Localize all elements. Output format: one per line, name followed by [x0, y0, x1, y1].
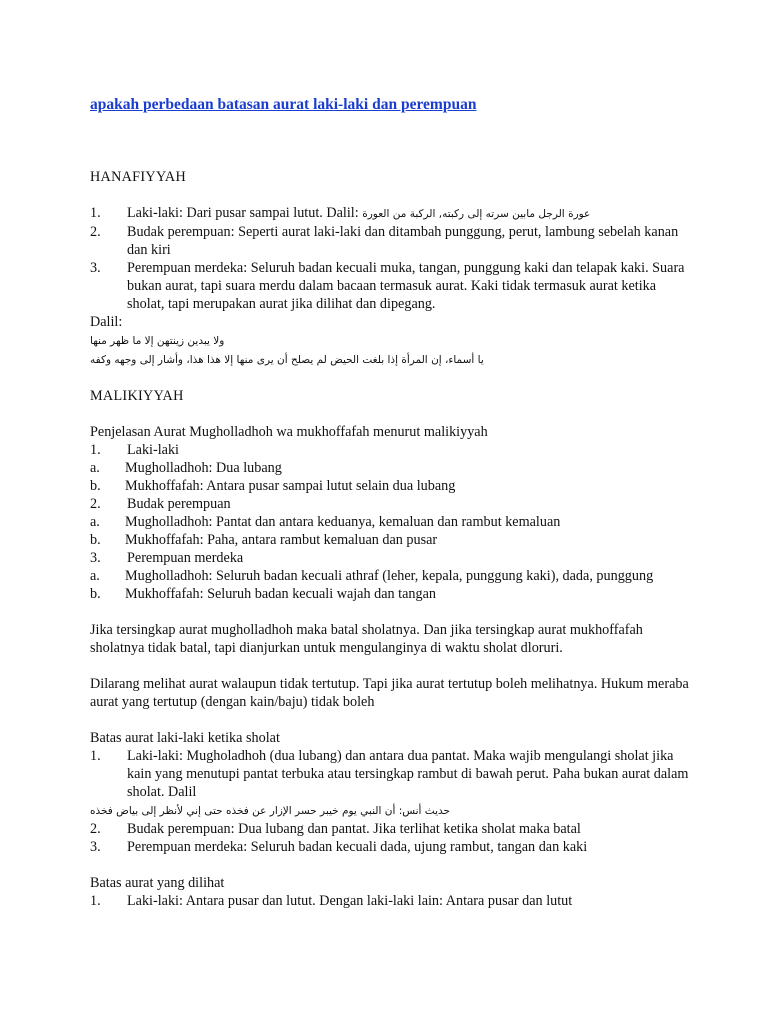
- dilihat-item-1: 1. Laki-laki: Antara pusar dan lutut. Dengan laki-laki lain: Antara pusar dan lutut: [90, 893, 573, 909]
- malikiyyah-paragraph-1: Jika tersingkap aurat mugholladhoh maka batal sholatnya. Dan jika tersingkap aurat mukhoffafah sholatnya tidak batal, tapi dianjurkan untuk mengulanginya di waktu sholat dloruri.: [90, 622, 643, 656]
- malikiyyah-group-1: 1. Laki-laki: [90, 442, 179, 458]
- malikiyyah-intro: Penjelasan Aurat Mugholladhoh wa mukhoffafah menurut malikiyyah: [90, 424, 488, 440]
- sholat-item-3: 3. Perempuan merdeka: Seluruh badan kecuali dada, ujung rambut, tangan dan kaki: [90, 839, 588, 855]
- malikiyyah-sub-1a: a. Mugholladhoh: Dua lubang: [90, 460, 282, 476]
- section-heading-hanafiyyah: HANAFIYYAH: [90, 169, 187, 185]
- arabic-hadith: يا أسماء، إن المرأة إذا بلغت الحيض لم يصلح أن يرى منها إلا هذا هذا، وأشار إلى وجهه وكفه: [90, 354, 484, 366]
- section-heading-dilihat: Batas aurat yang dilihat: [90, 875, 225, 891]
- page-title-link[interactable]: apakah perbedaan batasan aurat laki-laki dan perempuan: [90, 96, 477, 113]
- malikiyyah-group-2: 2. Budak perempuan: [90, 496, 231, 512]
- malikiyyah-sub-3a: a. Mugholladhoh: Seluruh badan kecuali athraf (leher, kepala, punggung kaki), dada, punggung: [90, 568, 654, 584]
- hanafiyyah-item-3: 3. Perempuan merdeka: Seluruh badan kecuali muka, tangan, punggung kaki dan telapak kaki. Suara bukan aurat, tapi suara merdu dalam bacaan termasuk aurat. Kaki tidak termasuk aurat ketika sholat, tapi merupakan aurat jika dilihat dan dipegang.: [90, 260, 685, 312]
- malikiyyah-sub-3b: b. Mukhoffafah: Seluruh badan kecuali wajah dan tangan: [90, 586, 436, 602]
- arabic-hadith-anas: حديث أنس: أن النبي يوم خيبر حسر الإزار عن فخذه حتى إني لأنظر إلى بياض فخذه: [90, 805, 451, 817]
- section-heading-malikiyyah: MALIKIYYAH: [90, 388, 184, 404]
- sholat-item-2: 2. Budak perempuan: Dua lubang dan pantat. Jika terlihat ketika sholat maka batal: [90, 821, 581, 837]
- malikiyyah-sub-2b: b. Mukhoffafah: Paha, antara rambut kemaluan dan pusar: [90, 532, 438, 548]
- sholat-item-1: 1. Laki-laki: Mugholadhoh (dua lubang) dan antara dua pantat. Maka wajib mengulangi sholat jika kain yang menutupi pantat terbuka atau tersingkap rambut di bawah perut. Paha bukan aurat dalam sholat. Dalil: [90, 748, 689, 800]
- malikiyyah-group-3: 3. Perempuan merdeka: [90, 550, 244, 566]
- arabic-dalil-1: عورة الرجل مابين سرته إلى ركبته, الركبة من العورة: [362, 208, 591, 220]
- document-body: [90, 168, 690, 910]
- malikiyyah-paragraph-2: Dilarang melihat aurat walaupun tidak tertutup. Tapi jika aurat tertutup boleh melihatnya. Hukum meraba aurat yang tertutup (dengan kain/baju) tidak boleh: [90, 676, 689, 710]
- hanafiyyah-item-2: 2. Budak perempuan: Seperti aurat laki-laki dan ditambah punggung, perut, lambung sebelah kanan dan kiri: [90, 224, 679, 258]
- dalil-label: Dalil:: [90, 314, 123, 330]
- hanafiyyah-item-1: 1. Laki-laki: Dari pusar sampai lutut. Dalil: عورة الرجل مابين سرته إلى ركبته, الركبة من العورة: [90, 205, 591, 221]
- malikiyyah-sub-1b: b. Mukhoffafah: Antara pusar sampai lutut selain dua lubang: [90, 478, 456, 494]
- section-heading-sholat: Batas aurat laki-laki ketika sholat: [90, 730, 280, 746]
- malikiyyah-sub-2a: a. Mugholladhoh: Pantat dan antara keduanya, kemaluan dan rambut kemaluan: [90, 514, 561, 530]
- arabic-verse: ولا يبدين زينتهن إلا ما ظهر منها: [90, 335, 225, 347]
